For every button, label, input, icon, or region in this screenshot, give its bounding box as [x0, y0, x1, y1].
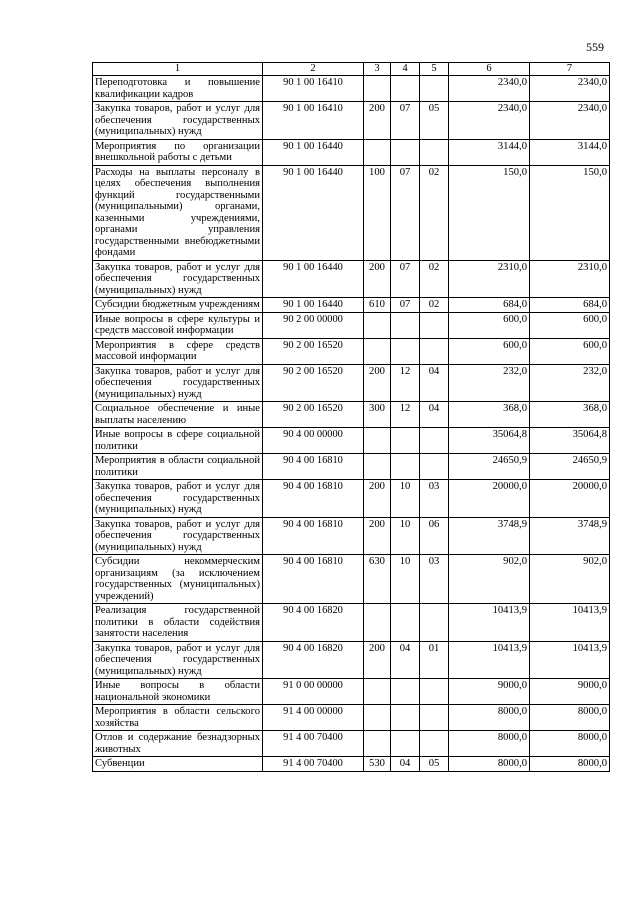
budget-table	[92, 62, 610, 772]
amount-cell: 2340,0	[530, 102, 610, 140]
amount-cell: 10413,9	[530, 604, 610, 642]
expense-name-cell: Переподготовка и повышение квалификации кадров	[93, 76, 263, 102]
amount-cell: 10413,9	[530, 641, 610, 679]
section-cell: 12	[391, 364, 420, 402]
expense-name-cell: Закупка товаров, работ и услуг для обеспечения государственных (муниципальных) нужд	[93, 641, 263, 679]
subsection-cell	[420, 338, 449, 364]
expense-type-cell: 630	[364, 555, 391, 604]
expense-type-cell: 530	[364, 757, 391, 772]
expense-name-cell: Мероприятия в сфере средств массовой информации	[93, 338, 263, 364]
subsection-cell: 01	[420, 641, 449, 679]
expense-name-cell: Субвенции	[93, 757, 263, 772]
amount-cell: 684,0	[530, 298, 610, 313]
amount-cell: 8000,0	[449, 757, 530, 772]
section-cell: 07	[391, 298, 420, 313]
target-code-cell: 91 4 00 00000	[263, 705, 364, 731]
table-header-row	[93, 63, 610, 76]
section-cell	[391, 428, 420, 454]
amount-cell: 150,0	[530, 165, 610, 260]
section-cell	[391, 604, 420, 642]
expense-name-cell: Закупка товаров, работ и услуг для обеспечения государственных (муниципальных) нужд	[93, 102, 263, 140]
subsection-cell	[420, 679, 449, 705]
section-cell: 07	[391, 102, 420, 140]
table-row	[93, 312, 610, 338]
target-code-cell: 90 1 00 16440	[263, 139, 364, 165]
expense-name-cell: Субсидии некоммерческим организациям (за исключением государственных (муниципальных) учреждений)	[93, 555, 263, 604]
expense-type-cell	[364, 604, 391, 642]
table-row	[93, 705, 610, 731]
table-row	[93, 298, 610, 313]
target-code-cell: 90 4 00 16810	[263, 517, 364, 555]
amount-cell: 3144,0	[530, 139, 610, 165]
target-code-cell: 90 2 00 16520	[263, 338, 364, 364]
expense-name-cell: Иные вопросы в области национальной экономики	[93, 679, 263, 705]
subsection-cell: 03	[420, 555, 449, 604]
table-row	[93, 555, 610, 604]
expense-name-cell: Социальное обеспечение и иные выплаты населению	[93, 402, 263, 428]
expense-name-cell: Иные вопросы в сфере культуры и средств массовой информации	[93, 312, 263, 338]
header-cell-5: 5	[420, 63, 449, 76]
table-row	[93, 102, 610, 140]
target-code-cell: 91 4 00 70400	[263, 757, 364, 772]
amount-cell: 35064,8	[449, 428, 530, 454]
table-row	[93, 139, 610, 165]
section-cell: 07	[391, 260, 420, 298]
table-row	[93, 604, 610, 642]
header-cell-4: 4	[391, 63, 420, 76]
amount-cell: 9000,0	[530, 679, 610, 705]
target-code-cell: 90 4 00 16820	[263, 641, 364, 679]
section-cell	[391, 731, 420, 757]
subsection-cell	[420, 428, 449, 454]
amount-cell: 232,0	[449, 364, 530, 402]
amount-cell: 2340,0	[449, 102, 530, 140]
header-cell-6: 6	[449, 63, 530, 76]
target-code-cell: 90 2 00 16520	[263, 402, 364, 428]
subsection-cell	[420, 454, 449, 480]
target-code-cell: 90 1 00 16440	[263, 260, 364, 298]
amount-cell: 600,0	[530, 312, 610, 338]
table-row	[93, 641, 610, 679]
subsection-cell: 04	[420, 364, 449, 402]
subsection-cell: 05	[420, 102, 449, 140]
amount-cell: 2340,0	[449, 76, 530, 102]
amount-cell: 2340,0	[530, 76, 610, 102]
table-row	[93, 731, 610, 757]
section-cell: 10	[391, 517, 420, 555]
table-row	[93, 165, 610, 260]
amount-cell: 150,0	[449, 165, 530, 260]
expense-type-cell: 200	[364, 364, 391, 402]
section-cell: 04	[391, 757, 420, 772]
target-code-cell: 90 4 00 00000	[263, 428, 364, 454]
expense-name-cell: Закупка товаров, работ и услуг для обеспечения государственных (муниципальных) нужд	[93, 517, 263, 555]
target-code-cell: 90 2 00 00000	[263, 312, 364, 338]
amount-cell: 8000,0	[530, 757, 610, 772]
amount-cell: 8000,0	[449, 731, 530, 757]
amount-cell: 35064,8	[530, 428, 610, 454]
section-cell: 12	[391, 402, 420, 428]
expense-name-cell: Расходы на выплаты персоналу в целях обеспечения выполнения функций государственными (муниципальными) органами, казенными учреждениями, органами управления государственными внебюджетными фондами	[93, 165, 263, 260]
expense-type-cell: 200	[364, 260, 391, 298]
amount-cell: 2310,0	[530, 260, 610, 298]
amount-cell: 8000,0	[530, 731, 610, 757]
header-cell-1: 1	[93, 63, 263, 76]
expense-type-cell: 100	[364, 165, 391, 260]
section-cell: 10	[391, 480, 420, 518]
amount-cell: 902,0	[530, 555, 610, 604]
amount-cell: 10413,9	[449, 641, 530, 679]
amount-cell: 8000,0	[530, 705, 610, 731]
subsection-cell	[420, 76, 449, 102]
section-cell: 10	[391, 555, 420, 604]
expense-name-cell: Субсидии бюджетным учреждениям	[93, 298, 263, 313]
expense-type-cell: 200	[364, 480, 391, 518]
expense-name-cell: Иные вопросы в сфере социальной политики	[93, 428, 263, 454]
page-number: 559	[586, 40, 604, 54]
amount-cell: 3748,9	[530, 517, 610, 555]
amount-cell: 368,0	[449, 402, 530, 428]
expense-type-cell: 300	[364, 402, 391, 428]
subsection-cell: 03	[420, 480, 449, 518]
amount-cell: 902,0	[449, 555, 530, 604]
subsection-cell: 02	[420, 260, 449, 298]
amount-cell: 3748,9	[449, 517, 530, 555]
amount-cell: 600,0	[530, 338, 610, 364]
amount-cell: 600,0	[449, 312, 530, 338]
expense-type-cell	[364, 705, 391, 731]
table-row	[93, 338, 610, 364]
header-cell-3: 3	[364, 63, 391, 76]
subsection-cell	[420, 731, 449, 757]
subsection-cell: 05	[420, 757, 449, 772]
expense-type-cell	[364, 139, 391, 165]
expense-name-cell: Отлов и содержание безнадзорных животных	[93, 731, 263, 757]
table-row	[93, 428, 610, 454]
amount-cell: 2310,0	[449, 260, 530, 298]
target-code-cell: 90 1 00 16410	[263, 102, 364, 140]
amount-cell: 9000,0	[449, 679, 530, 705]
table-row	[93, 402, 610, 428]
section-cell	[391, 454, 420, 480]
section-cell	[391, 76, 420, 102]
amount-cell: 684,0	[449, 298, 530, 313]
expense-type-cell: 610	[364, 298, 391, 313]
table-row	[93, 76, 610, 102]
expense-name-cell: Реализация государственной политики в области содействия занятости населения	[93, 604, 263, 642]
subsection-cell: 06	[420, 517, 449, 555]
subsection-cell	[420, 139, 449, 165]
table-row	[93, 364, 610, 402]
expense-name-cell: Мероприятия по организации внешкольной работы с детьми	[93, 139, 263, 165]
expense-type-cell	[364, 312, 391, 338]
subsection-cell	[420, 312, 449, 338]
target-code-cell: 90 4 00 16810	[263, 454, 364, 480]
amount-cell: 3144,0	[449, 139, 530, 165]
expense-name-cell: Закупка товаров, работ и услуг для обеспечения государственных (муниципальных) нужд	[93, 364, 263, 402]
target-code-cell: 90 2 00 16520	[263, 364, 364, 402]
target-code-cell: 91 4 00 70400	[263, 731, 364, 757]
subsection-cell: 02	[420, 165, 449, 260]
amount-cell: 368,0	[530, 402, 610, 428]
header-cell-7: 7	[530, 63, 610, 76]
target-code-cell: 90 4 00 16810	[263, 555, 364, 604]
target-code-cell: 90 4 00 16820	[263, 604, 364, 642]
target-code-cell: 90 1 00 16440	[263, 165, 364, 260]
expense-type-cell	[364, 428, 391, 454]
table-row	[93, 454, 610, 480]
expense-type-cell	[364, 454, 391, 480]
expense-type-cell	[364, 679, 391, 705]
expense-name-cell: Закупка товаров, работ и услуг для обеспечения государственных (муниципальных) нужд	[93, 480, 263, 518]
amount-cell: 24650,9	[449, 454, 530, 480]
subsection-cell: 02	[420, 298, 449, 313]
expense-type-cell: 200	[364, 641, 391, 679]
expense-type-cell	[364, 338, 391, 364]
amount-cell: 8000,0	[449, 705, 530, 731]
table-row	[93, 757, 610, 772]
amount-cell: 600,0	[449, 338, 530, 364]
header-cell-2: 2	[263, 63, 364, 76]
table-row	[93, 517, 610, 555]
table-row	[93, 480, 610, 518]
section-cell: 07	[391, 165, 420, 260]
subsection-cell: 04	[420, 402, 449, 428]
expense-type-cell: 200	[364, 102, 391, 140]
expense-type-cell: 200	[364, 517, 391, 555]
target-code-cell: 90 1 00 16440	[263, 298, 364, 313]
subsection-cell	[420, 604, 449, 642]
amount-cell: 20000,0	[530, 480, 610, 518]
amount-cell: 24650,9	[530, 454, 610, 480]
amount-cell: 20000,0	[449, 480, 530, 518]
expense-type-cell	[364, 731, 391, 757]
expense-type-cell	[364, 76, 391, 102]
expense-name-cell: Мероприятия в области социальной политики	[93, 454, 263, 480]
section-cell	[391, 139, 420, 165]
section-cell: 04	[391, 641, 420, 679]
section-cell	[391, 679, 420, 705]
section-cell	[391, 338, 420, 364]
amount-cell: 10413,9	[449, 604, 530, 642]
target-code-cell: 90 4 00 16810	[263, 480, 364, 518]
table-body	[93, 63, 610, 772]
target-code-cell: 91 0 00 00000	[263, 679, 364, 705]
table-row	[93, 260, 610, 298]
section-cell	[391, 705, 420, 731]
expense-name-cell: Мероприятия в области сельского хозяйства	[93, 705, 263, 731]
table-row	[93, 679, 610, 705]
target-code-cell: 90 1 00 16410	[263, 76, 364, 102]
amount-cell: 232,0	[530, 364, 610, 402]
section-cell	[391, 312, 420, 338]
subsection-cell	[420, 705, 449, 731]
expense-name-cell: Закупка товаров, работ и услуг для обеспечения государственных (муниципальных) нужд	[93, 260, 263, 298]
